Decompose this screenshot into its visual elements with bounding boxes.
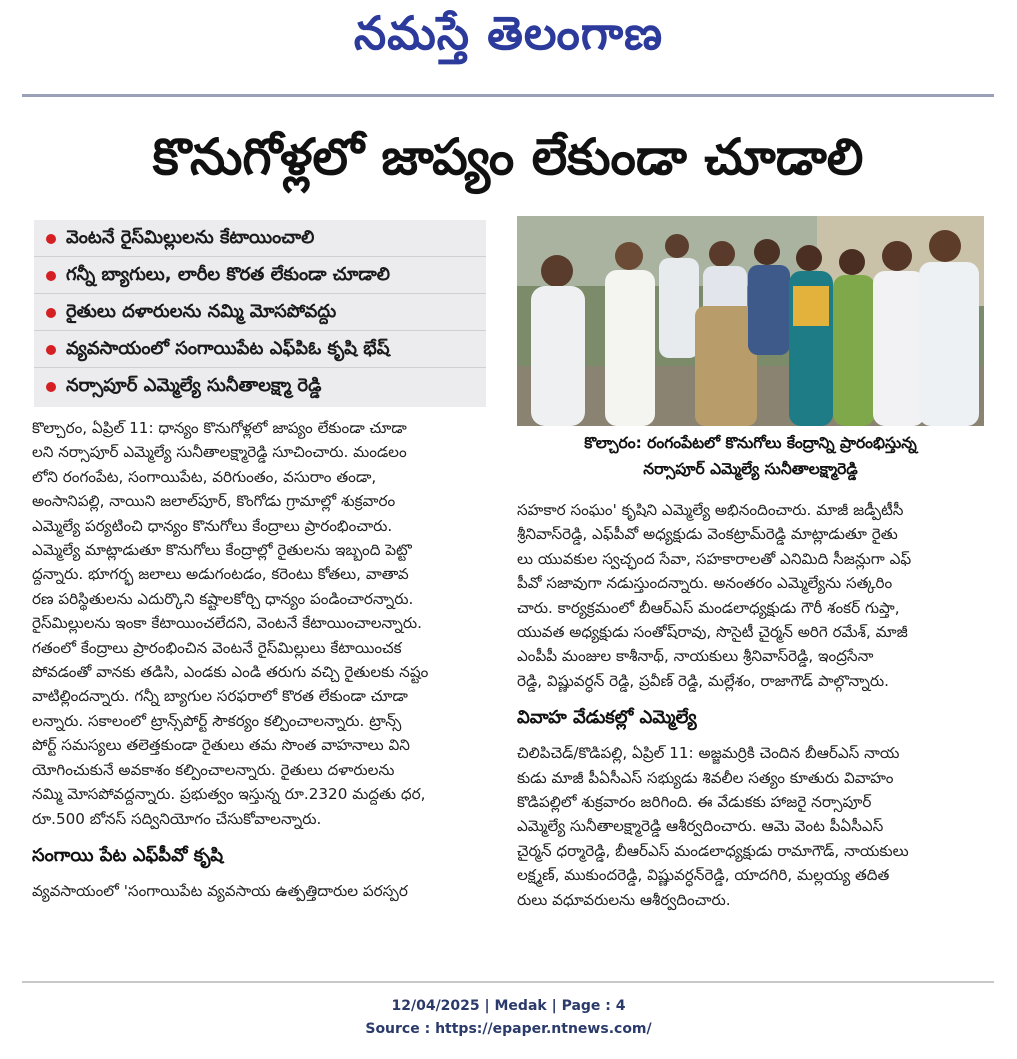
article-line: చైర్మన్ ధర్మారెడ్డి, బీఆర్ఎస్ మండలాధ్యక్షుడు రామాగౌడ్, నాయకులు bbox=[517, 841, 909, 860]
article-line: ఎమ్మెల్యే పర్యటించి ధాన్యం కొనుగోలు కేంద్రాలు ప్రారంభించారు. bbox=[32, 516, 393, 535]
subheading: సంగాయి పేట ఎఫ్‌పీవో కృషి bbox=[32, 844, 224, 866]
headline: కొనుగోళ్లలో జాప్యం లేకుండా చూడాలి bbox=[152, 128, 864, 186]
highlights-box bbox=[34, 220, 486, 407]
article-line: ఎమ్మెల్యే మాట్లాడుతూ కొనుగోలు కేంద్రాల్లో రైతులను ఇబ్బంది పెట్టొ bbox=[32, 541, 412, 560]
source-link[interactable]: Source : https://epaper.ntnews.com/ bbox=[365, 1021, 652, 1037]
highlight-item bbox=[34, 370, 486, 404]
highlight-item bbox=[34, 222, 486, 257]
article-line: ద్దన్నారు. భూగర్భ జలాలు అడుగంటడం, కరెంటు కోతలు, వాతావ bbox=[32, 565, 409, 584]
bullet-dot-icon bbox=[46, 271, 56, 281]
bullet-dot-icon bbox=[46, 308, 56, 318]
article-line: యోగించుకునే అవకాశం కల్పించాలన్నారు. రైతులు దళారులను bbox=[32, 760, 395, 779]
article-line: లోని రంగంపేట, సంగాయిపేట, వరిగుంతం, వసురాం తండా, bbox=[32, 467, 377, 486]
edition-info: 12/04/2025 | Medak | Page : 4 bbox=[391, 998, 626, 1014]
masthead bbox=[0, 0, 1017, 86]
article-line: రైస్‌మిల్లులను ఇంకా కేటాయించలేదని, వెంటనే కేటాయించాలన్నారు. bbox=[32, 614, 422, 633]
article-line: కుడు మాజీ పీఏసీఎస్ సభ్యుడు శివలీల సత్యం కూతురు వివాహం bbox=[517, 768, 894, 787]
article-line: రెడ్డి, విష్ణువర్ధన్ రెడ్డి, ప్రవీణ్ రెడ్డి, మల్లేశం, రాజాగౌడ్ పాల్గొన్నారు. bbox=[517, 671, 889, 690]
article-column-left bbox=[32, 416, 494, 903]
article-line: వ్యవసాయంలో 'సంగాయిపేట వ్యవసాయ ఉత్పత్తిదారుల పరస్పర bbox=[32, 881, 408, 900]
article-line: ఎమ్మెల్యే సునీతాలక్ష్మారెడ్డి ఆశీర్వదించారు. ఆమె వెంట పీఏసీఎస్ bbox=[517, 817, 884, 836]
footer-divider bbox=[22, 981, 994, 983]
article-line: లని నర్సాపూర్ ఎమ్మెల్యే సునీతాలక్ష్మారెడ్డి సూచించారు. మండలం bbox=[32, 443, 407, 462]
article-line: కొల్చారం, ఏప్రిల్ 11: ధాన్యం కొనుగోళ్లలో జాప్యం లేకుండా చూడా bbox=[32, 419, 407, 437]
highlight-item bbox=[34, 296, 486, 331]
article-line: గతంలో కేంద్రాలు ప్రారంభించిన వెంటనే రైస్‌మిల్లులు కేటాయించక bbox=[32, 638, 402, 657]
bullet-dot-icon bbox=[46, 234, 56, 244]
article-line: లు యువకుల స్వచ్ఛంద సేవా, సహకారాలతో ఎనిమిది సీజన్లుగా ఎఫ్ bbox=[517, 549, 912, 568]
article-line: లన్నారు. సకాలంలో ట్రాన్స్‌పోర్ట్ సౌకర్యం కల్పించాలన్నారు. ట్రాన్స్ bbox=[32, 711, 402, 730]
article-line: పోవడంతో వానకు తడిసి, ఎండకు ఎండి తరుగు వచ్చి రైతులకు నష్టం bbox=[32, 663, 429, 682]
highlight-item bbox=[34, 333, 486, 368]
highlight-text: నర్సాపూర్ ఎమ్మెల్యే సునీతాలక్ష్మా రెడ్డి bbox=[66, 374, 322, 396]
article-line: నమ్మి మోసపోవద్దన్నారు. ప్రభుత్వం ఇస్తున్న రూ.2320 మద్దతు ధర, bbox=[32, 785, 426, 804]
article-line: రులు వధూవరులను ఆశీర్వదించారు. bbox=[517, 890, 731, 909]
article-line: కొడిపల్లిలో శుక్రవారం జరిగింది. ఈ వేడుకకు హాజరై నర్సాపూర్ bbox=[517, 793, 872, 812]
article-line: లక్ష్మణ్, ముకుందరెడ్డి, విష్ణువర్ధన్‌రెడ్డి, యాదగిరి, మల్లయ్య తదిత bbox=[517, 866, 890, 885]
article-line: యువత అధ్యక్షుడు సంతోష్‌రావు, సొసైటీ చైర్మన్ అరిగె రమేశ్, మాజీ bbox=[517, 623, 908, 642]
article-line: శ్రీనివాస్‌రెడ్డి, ఎఫ్‌పీవో అధ్యక్షుడు వెంకట్రామ్‌రెడ్డి మాట్లాడుతూ రైతు bbox=[517, 525, 898, 544]
news-photo bbox=[517, 216, 984, 426]
photo-caption-line: నర్సాపూర్ ఎమ్మెల్యే సునీతాలక్ష్మారెడ్డి bbox=[643, 460, 858, 478]
article-line: ఎంపీపీ మంజుల కాశీనాథ్, నాయకులు శ్రీనివాస్‌రెడ్డి, ఇంద్రసేనా bbox=[517, 647, 874, 666]
article-line: అంసానిపల్లి, నాయిని జలాల్‌పూర్, కొంగోడు గ్రామాల్లో శుక్రవారం bbox=[32, 492, 396, 511]
article-line: చిలిపిచెడ్/కొడిపల్లి, ఏప్రిల్ 11: అజ్జమర్రికి చెందిన బీఆర్ఎస్ నాయ bbox=[517, 744, 900, 763]
highlight-text: వెంటనే రైస్‌మిల్లులను కేటాయించాలి bbox=[66, 226, 315, 248]
article-line: పోర్ట్ సమస్యలు తలెత్తకుండా రైతులు తమ సొంత వాహనాలు విని bbox=[32, 736, 410, 755]
highlight-text: వ్యవసాయంలో సంగాయిపేట ఎఫ్‌పిఓ కృషి భేష్ bbox=[66, 337, 390, 359]
news-photo-illustration bbox=[517, 216, 984, 426]
photo-caption bbox=[517, 430, 984, 488]
highlight-text: రైతులు దళారులను నమ్మి మోసపోవద్దు bbox=[66, 300, 337, 322]
article-line: పీవో సజావుగా నడుస్తుందన్నారు. అనంతరం ఎమ్మెల్యేను సత్కరిం bbox=[517, 574, 893, 593]
masthead-title: నమస్తే తెలంగాణ bbox=[353, 6, 664, 60]
subheading: వివాహ వేడుకల్లో ఎమ్మెల్యే bbox=[517, 707, 697, 729]
article-line: రూ.500 బోనస్ సద్వినియోగం చేసుకోవాలన్నారు. bbox=[32, 809, 322, 828]
article-line: చారు. కార్యక్రమంలో బీఆర్ఎస్ మండలాధ్యక్షుడు గౌరీ శంకర్ గుప్తా, bbox=[517, 598, 900, 617]
bullet-dot-icon bbox=[46, 382, 56, 392]
photo-caption-line: కొల్చారం: రంగంపేటలో కొనుగోలు కేంద్రాన్ని ప్రారంభిస్తున్న bbox=[584, 434, 917, 452]
article-line: రణ పరిస్థితులను ఎదుర్కొని కష్టాలకోర్చి ధాన్యం పండించారన్నారు. bbox=[32, 589, 414, 608]
highlight-item bbox=[34, 259, 486, 294]
masthead-divider bbox=[22, 94, 994, 97]
article-line: వాటిల్లిందన్నారు. గన్నీ బ్యాగుల సరఫరాలో కొరత లేకుండా చూడా bbox=[32, 687, 408, 706]
highlight-text: గన్నీ బ్యాగులు, లారీల కొరత లేకుండా చూడాలి bbox=[66, 263, 390, 285]
bullet-dot-icon bbox=[46, 345, 56, 355]
article-line: సహకార సంఘం' కృషిని ఎమ్మెల్యే అభినందించారు. మాజీ జడ్పీటీసీ bbox=[517, 501, 904, 519]
article-column-right bbox=[517, 498, 983, 912]
